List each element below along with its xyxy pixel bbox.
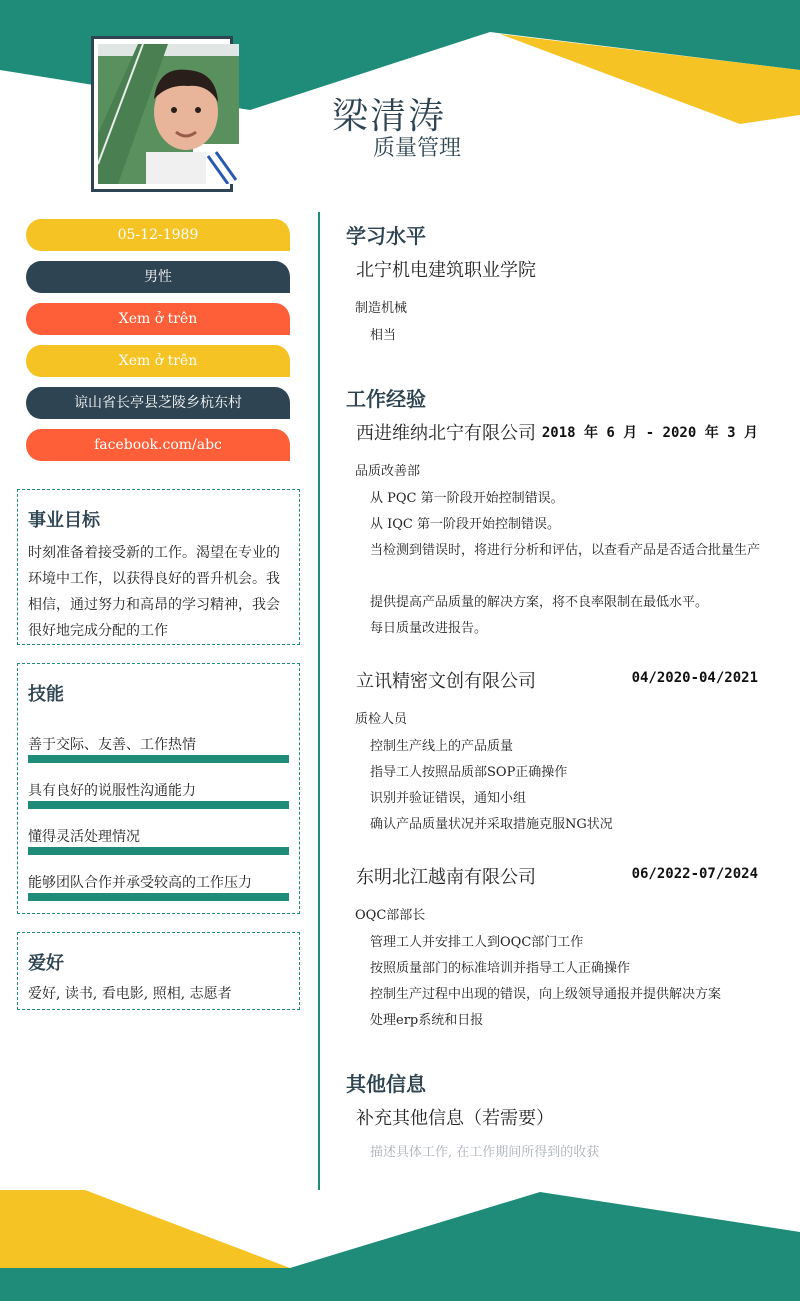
skill-item: 能够团队合作并承受较高的工作压力 [28,875,252,891]
hobbies-text: 爱好, 读书, 看电影, 照相, 志愿者 [28,986,232,1002]
company-name: 西进维纳北宁有限公司 [356,423,536,444]
job-role: OQC部部长 [355,908,426,923]
major: 制造机械 [355,301,408,316]
profile-photo [98,44,239,184]
job-role: 质检人员 [355,712,408,727]
job-period: 2018 年 6 月 - 2020 年 3 月 [541,425,758,441]
job-task: 提供提高产品质量的解决方案，将不良率限制在最低水平。 [370,595,709,610]
job-title: 质量管理 [373,136,462,161]
skill-bar [28,847,289,855]
skills-box [17,663,300,914]
skill-item: 善于交际、友善、工作热情 [28,737,196,753]
job-task: 按照质量部门的标准培训并指导工人正确操作 [370,961,631,976]
hobbies-title: 爱好 [28,953,64,974]
job-task: 当检测到错误时，将进行分析和评估，以查看产品是否适合批量生产 [370,543,761,558]
other-info-description: 描述具体工作, 在工作期间所得到的收获 [370,1145,600,1160]
job-task: 控制生产过程中出现的错误，向上级领导通报并提供解决方案 [370,987,722,1002]
column-divider [318,212,320,1190]
candidate-name: 梁清涛 [332,96,447,137]
job-task: 指导工人按照品质部SOP正确操作 [370,765,568,780]
other-info-heading: 补充其他信息（若需要） [356,1108,554,1129]
skills-title: 技能 [28,684,64,705]
hobbies-box [17,932,300,1010]
job-task: 处理erp系统和日报 [370,1013,484,1028]
skill-bar [28,801,289,809]
job-task: 确认产品质量状况并采取措施克服NG状况 [370,817,613,832]
career-objective-text: 时刻准备着接受新的工作。渴望在专业的环境中工作，以获得良好的晋升机会。我相信，通过努力和高昂的学习精神，我会很好地完成分配的工作 [28,545,280,639]
email-pill: Xem ở trên [26,345,290,377]
job-task: 从 IQC 第一阶段开始控制错误。 [370,517,561,532]
skill-item: 懂得灵活处理情况 [28,829,140,845]
experience-title: 工作经验 [346,387,426,411]
job-task: 管理工人并安排工人到OQC部门工作 [370,935,584,950]
career-objective-box [17,489,300,645]
career-objective-title: 事业目标 [28,510,100,531]
company-name: 立讯精密文创有限公司 [356,671,536,692]
other-info-title: 其他信息 [346,1072,426,1096]
address-pill: 谅山省长亭县芝陵乡杭东村 [26,387,290,419]
birthdate-pill: 05-12-1989 [26,219,290,251]
job-task: 控制生产线上的产品质量 [370,739,514,754]
phone-pill: Xem ở trên [26,303,290,335]
skill-item: 具有良好的说服性沟通能力 [28,783,196,799]
job-period: 04/2020-04/2021 [631,670,758,686]
job-period: 06/2022-07/2024 [631,866,758,882]
education-title: 学习水平 [346,224,426,248]
job-role: 品质改善部 [355,464,421,479]
job-task: 每日质量改进报告。 [370,621,488,636]
school-name: 北宁机电建筑职业学院 [356,260,536,281]
job-task: 从 PQC 第一阶段开始控制错误。 [370,491,564,506]
skill-bar [28,755,289,763]
skill-bar [28,893,289,901]
grade: 相当 [370,328,397,343]
facebook-link[interactable]: facebook.com/abc [26,429,290,461]
gender-pill: 男性 [26,261,290,293]
job-task: 识别并验证错误，通知小组 [370,791,527,806]
company-name: 东明北江越南有限公司 [356,867,536,888]
